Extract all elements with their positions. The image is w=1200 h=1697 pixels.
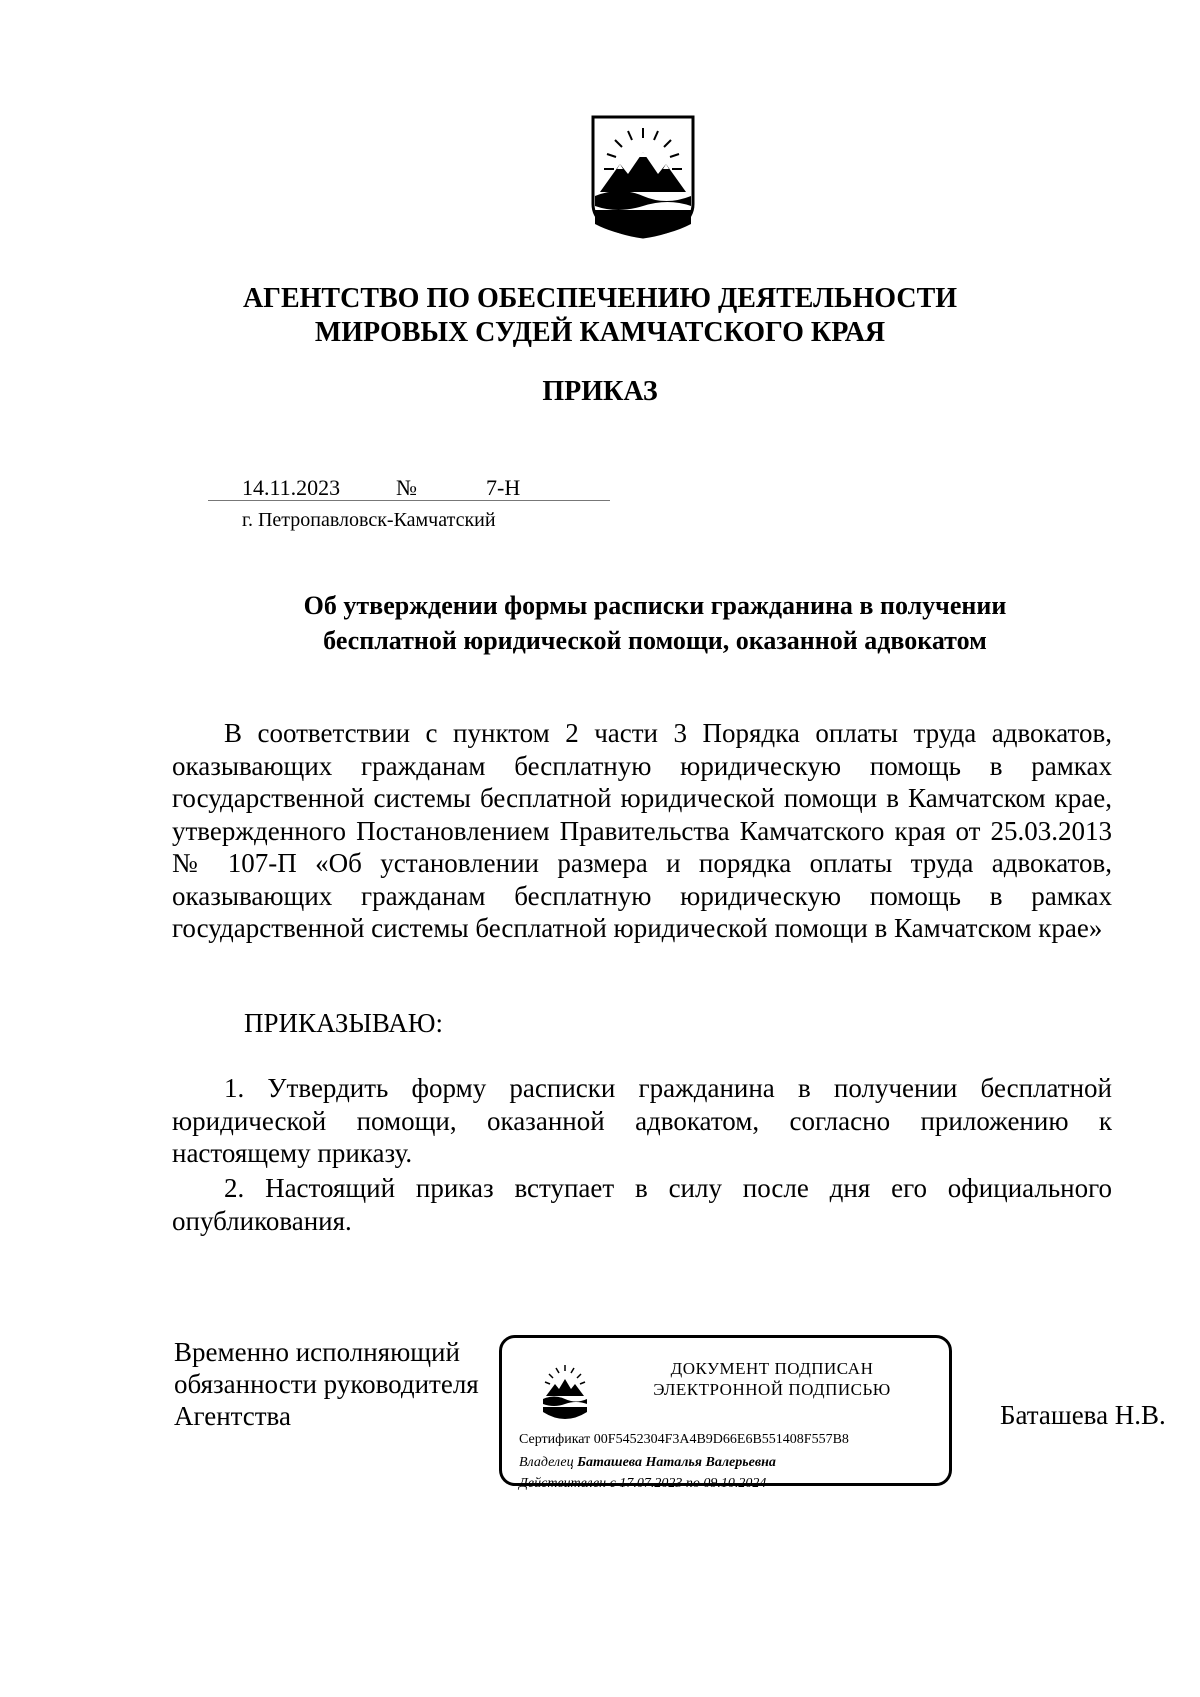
kamchatka-coat-of-arms-icon bbox=[590, 114, 696, 240]
preamble-text: В соответствии с пунктом 2 части 3 Порядка оплаты труда адвокатов, оказывающих гражданам бесплатную юридическую помощь в рамках государственной системы бесплатной юридической помощи в Камчатском крае, утвержденного Постановлением Правительства Камчатского края от 25.03.2013 № 107-П «Об установлении размера и порядка оплаты труда адвокатов, оказывающих гражданам бесплатную юридическую помощь в рамках государственной системы бесплатной юридической помощи в Камчатском крае» bbox=[172, 718, 1112, 943]
document-meta-line bbox=[208, 475, 610, 501]
valid-to: 09.10.2024 bbox=[703, 1476, 767, 1491]
item-1-text: 1. Утвердить форму расписки гражданина в получении бесплатной юридической помощи, оказанной адвокатом, согласно приложению к настоящему приказу. bbox=[172, 1073, 1112, 1168]
stamp-certificate bbox=[519, 1432, 849, 1448]
electronic-signature-stamp bbox=[499, 1335, 952, 1491]
position-line2: обязанности руководителя bbox=[174, 1369, 479, 1399]
subject-line1: Об утверждении формы расписки гражданина в получении bbox=[303, 591, 1007, 620]
stamp-owner bbox=[519, 1455, 776, 1471]
certificate-value: 00F5452304F3A4B9D66E6B551408F557B8 bbox=[593, 1432, 849, 1447]
agency-name-line1: АГЕНТСТВО ПО ОБЕСПЕЧЕНИЮ ДЕЯТЕЛЬНОСТИ bbox=[242, 283, 958, 314]
owner-value: Баташева Наталья Валерьевна bbox=[577, 1455, 776, 1470]
valid-label: Действителен с bbox=[519, 1476, 616, 1491]
certificate-label: Сертификат bbox=[519, 1432, 591, 1447]
document-type: ПРИКАЗ bbox=[542, 376, 658, 407]
item-1-paragraph bbox=[172, 1072, 1112, 1170]
kamchatka-coat-of-arms-icon bbox=[540, 1362, 590, 1420]
stamp-validity bbox=[519, 1476, 766, 1492]
stamp-title-line2: ЭЛЕКТРОННОЙ ПОДПИСЬЮ bbox=[653, 1380, 891, 1399]
preamble-paragraph bbox=[172, 717, 1112, 945]
subject-line2: бесплатной юридической помощи, оказанной адвокатом bbox=[323, 626, 987, 655]
document-city: г. Петропавловск-Камчатский bbox=[242, 509, 496, 531]
valid-from: 17.07.2023 bbox=[619, 1476, 683, 1491]
signatory-name: Баташева Н.В. bbox=[1000, 1400, 1166, 1430]
document-number: 7-Н bbox=[486, 475, 521, 500]
position-line1: Временно исполняющий bbox=[174, 1337, 460, 1367]
item-2-paragraph bbox=[172, 1172, 1112, 1237]
document-date: 14.11.2023 bbox=[242, 475, 341, 500]
stamp-title-line1: ДОКУМЕНТ ПОДПИСАН bbox=[670, 1359, 874, 1378]
order-word: ПРИКАЗЫВАЮ: bbox=[244, 1008, 443, 1038]
stamp-title bbox=[622, 1358, 922, 1400]
item-2-text: 2. Настоящий приказ вступает в силу после дня его официального опубликования. bbox=[172, 1173, 1112, 1236]
signatory-position bbox=[174, 1336, 479, 1432]
document-subject bbox=[0, 588, 1200, 658]
owner-label: Владелец bbox=[519, 1455, 574, 1470]
position-line3: Агентства bbox=[174, 1401, 291, 1431]
number-sign: № bbox=[396, 475, 417, 500]
valid-to-label: по bbox=[685, 1476, 700, 1491]
agency-name-line2: МИРОВЫХ СУДЕЙ КАМЧАТСКОГО КРАЯ bbox=[314, 317, 886, 348]
